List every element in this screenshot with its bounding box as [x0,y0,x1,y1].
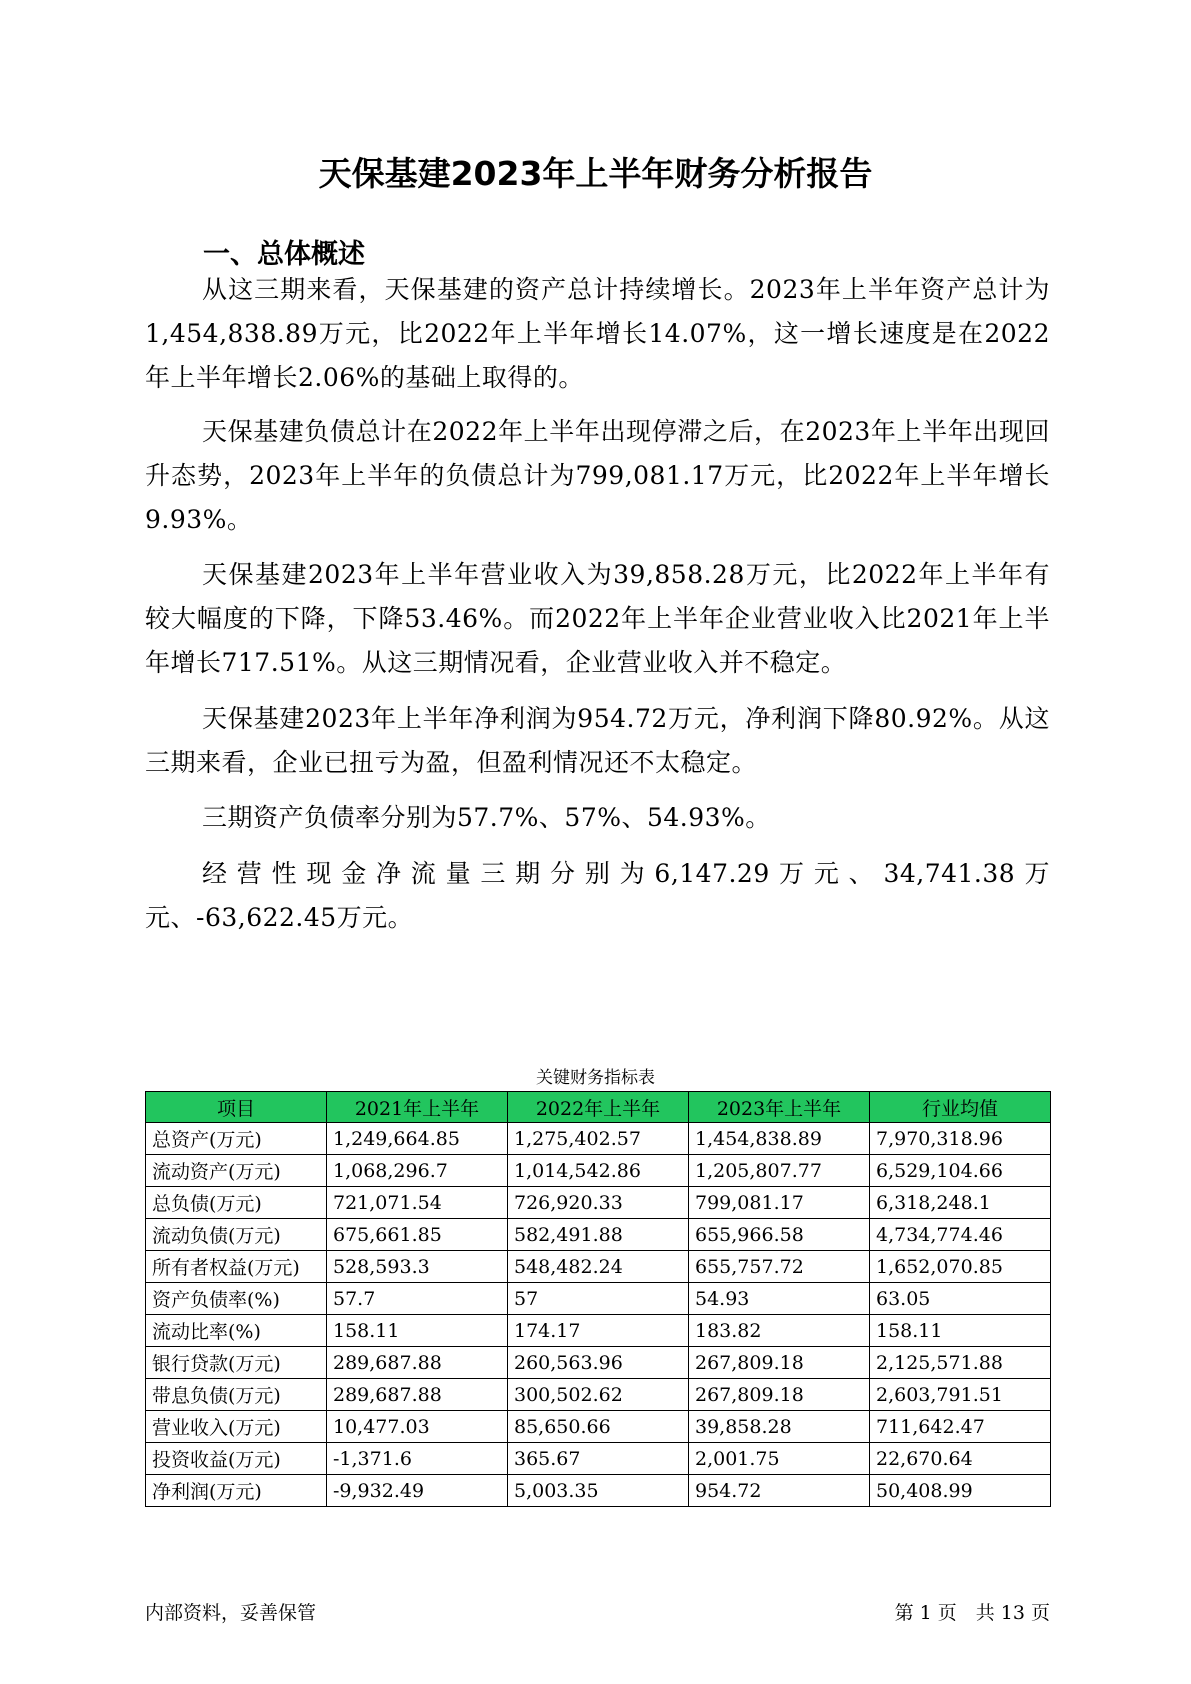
table-cell: 655,966.58 [689,1219,870,1251]
table-cell: -1,371.6 [327,1443,508,1475]
table-cell: 投资收益(万元) [146,1443,327,1475]
table-cell: 4,734,774.46 [870,1219,1051,1251]
table-row [146,1347,1051,1379]
table-cell: 726,920.33 [508,1187,689,1219]
table-cell: 1,014,542.86 [508,1155,689,1187]
table-cell: 260,563.96 [508,1347,689,1379]
table-cell: 289,687.88 [327,1347,508,1379]
table-row [146,1475,1051,1507]
table-cell: 267,809.18 [689,1347,870,1379]
table-cell: 300,502.62 [508,1379,689,1411]
table-cell: 5,003.35 [508,1475,689,1507]
paragraph-assets: 从这三期来看，天保基建的资产总计持续增长。2023年上半年资产总计为1,454,838.89万元，比2022年上半年增长14.07%，这一增长速度是在2022年上半年增长2.06%的基础上取得的。 [145,275,1050,392]
table-cell: 资产负债率(%) [146,1283,327,1315]
table-cell: 10,477.03 [327,1411,508,1443]
table-cell: 158.11 [870,1315,1051,1347]
table-row [146,1443,1051,1475]
table-row [146,1251,1051,1283]
table-cell: 2,001.75 [689,1443,870,1475]
table-cell: 1,205,807.77 [689,1155,870,1187]
table-cell: 1,249,664.85 [327,1123,508,1155]
table-cell: 54.93 [689,1283,870,1315]
table-row [146,1187,1051,1219]
header-2022h1: 2022年上半年 [508,1092,689,1123]
table-cell: 总负债(万元) [146,1187,327,1219]
table-cell: 63.05 [870,1283,1051,1315]
table-cell: 流动负债(万元) [146,1219,327,1251]
table-cell: 799,081.17 [689,1187,870,1219]
table-cell: 57 [508,1283,689,1315]
footer-confidential-note: 内部资料，妥善保管 [145,1602,317,1624]
table-cell: 22,670.64 [870,1443,1051,1475]
table-row [146,1219,1051,1251]
table-cell: 721,071.54 [327,1187,508,1219]
table-cell: 1,068,296.7 [327,1155,508,1187]
table-cell: 所有者权益(万元) [146,1251,327,1283]
table-row [146,1123,1051,1155]
table-cell: 1,652,070.85 [870,1251,1051,1283]
table-cell: 548,482.24 [508,1251,689,1283]
table-cell: 158.11 [327,1315,508,1347]
table-cell: 带息负债(万元) [146,1379,327,1411]
table-cell: 57.7 [327,1283,508,1315]
header-2023h1: 2023年上半年 [689,1092,870,1123]
table-cell: 2,125,571.88 [870,1347,1051,1379]
table-cell: 6,318,248.1 [870,1187,1051,1219]
header-item: 项目 [146,1092,327,1123]
table-cell: 银行贷款(万元) [146,1347,327,1379]
table-cell: 954.72 [689,1475,870,1507]
table-cell: 174.17 [508,1315,689,1347]
table-header-row [146,1092,1051,1123]
paragraph-revenue: 天保基建2023年上半年营业收入为39,858.28万元，比2022年上半年有较大幅度的下降，下降53.46%。而2022年上半年企业营业收入比2021年上半年增长717.51%。从这三期情况看，企业营业收入并不稳定。 [145,560,1050,677]
table-cell: 85,650.66 [508,1411,689,1443]
table-cell: 营业收入(万元) [146,1411,327,1443]
table-caption: 关键财务指标表 [536,1068,655,1088]
table-row [146,1411,1051,1443]
table-cell: 711,642.47 [870,1411,1051,1443]
table-cell: 1,275,402.57 [508,1123,689,1155]
table-row [146,1379,1051,1411]
table-cell: 7,970,318.96 [870,1123,1051,1155]
table-row [146,1315,1051,1347]
table-cell: 365.67 [508,1443,689,1475]
document-title: 天保基建2023年上半年财务分析报告 [318,154,873,193]
section-heading: 一、总体概述 [203,239,365,270]
table-cell: 流动比率(%) [146,1315,327,1347]
table-cell: 267,809.18 [689,1379,870,1411]
table-cell: 655,757.72 [689,1251,870,1283]
table-cell: 净利润(万元) [146,1475,327,1507]
paragraph-net-profit: 天保基建2023年上半年净利润为954.72万元，净利润下降80.92%。从这三期来看，企业已扭亏为盈，但盈利情况还不太稳定。 [145,704,1050,777]
table-cell: 总资产(万元) [146,1123,327,1155]
table-cell: 流动资产(万元) [146,1155,327,1187]
table-cell: 2,603,791.51 [870,1379,1051,1411]
table-cell: 582,491.88 [508,1219,689,1251]
header-industry-avg: 行业均值 [870,1092,1051,1123]
header-2021h1: 2021年上半年 [327,1092,508,1123]
paragraph-cash-flow: 经营性现金净流量三期分别为6,147.29万元、34,741.38万元、-63,622.45万元。 [145,859,1050,932]
table-cell: 289,687.88 [327,1379,508,1411]
table-cell: 675,661.85 [327,1219,508,1251]
table-cell: 39,858.28 [689,1411,870,1443]
table-cell: -9,932.49 [327,1475,508,1507]
table-cell: 528,593.3 [327,1251,508,1283]
paragraph-debt-ratio: 三期资产负债率分别为57.7%、57%、54.93%。 [202,803,771,832]
table-row [146,1155,1051,1187]
table-cell: 50,408.99 [870,1475,1051,1507]
financial-indicators-table [145,1091,1051,1507]
table-cell: 183.82 [689,1315,870,1347]
paragraph-liabilities: 天保基建负债总计在2022年上半年出现停滞之后，在2023年上半年出现回升态势，2023年上半年的负债总计为799,081.17万元，比2022年上半年增长9.93%。 [145,417,1050,534]
table-cell: 1,454,838.89 [689,1123,870,1155]
table-cell: 6,529,104.66 [870,1155,1051,1187]
footer-page-number: 第 1 页 共 13 页 [894,1602,1050,1624]
table-row [146,1283,1051,1315]
